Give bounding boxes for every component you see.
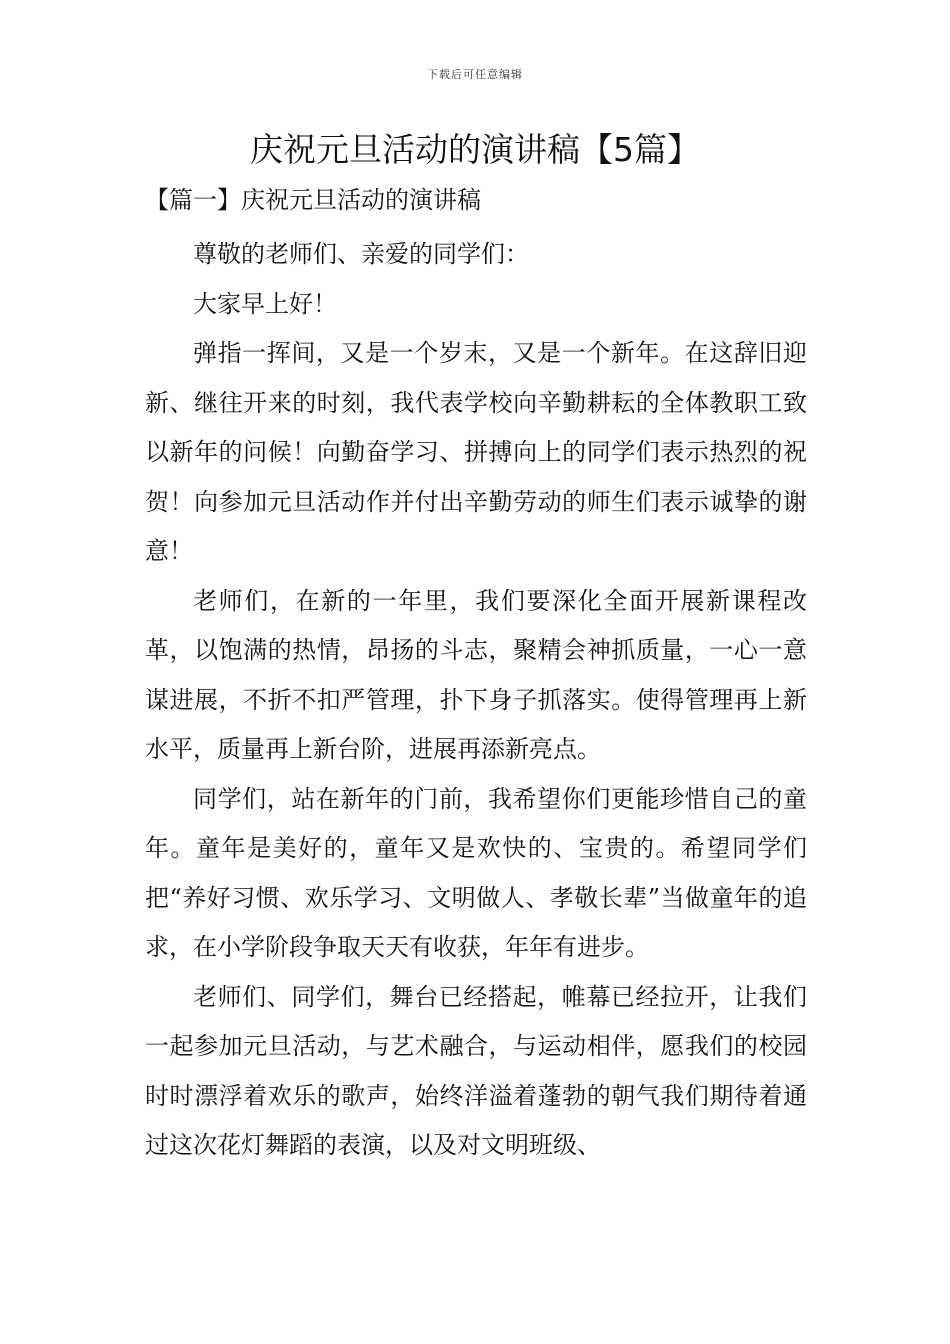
paragraph-salutation: 大家早上好！ bbox=[193, 289, 337, 318]
header-note: 下载后可任意编辑 bbox=[427, 68, 523, 81]
paragraph: 弹指一挥间，又是一个岁末，又是一个新年。在这辞旧迎新、继往开来的时刻，我代表学校向辛勤耕耘的全体教职工致以新年的问候！向勤奋学习、拼搏向上的同学们表示热烈的祝贺！向参加元旦活动作并付出辛勤劳动的师生们表示诚挚的谢意！ bbox=[145, 339, 807, 565]
paragraph: 老师们、同学们，舞台已经搭起，帷幕已经拉开，让我们一起参加元旦活动，与艺术融合，与运动相伴，愿我们的校园时时漂浮着欢乐的歌声，始终洋溢着蓬勃的朝气我们期待着通过这次花灯舞蹈的表演，以及对文明班级、 bbox=[145, 982, 807, 1159]
section-heading: 【篇一】庆祝元旦活动的演讲稿 bbox=[145, 186, 481, 214]
paragraph: 老师们，在新的一年里，我们要深化全面开展新课程改革，以饱满的热情，昂扬的斗志，聚精会神抓质量，一心一意谋进展，不折不扣严管理，扑下身子抓落实。使得管理再上新水平，质量再上新台阶，进展再添新亮点。 bbox=[145, 586, 807, 763]
document-title: 庆祝元旦活动的演讲稿【5篇】 bbox=[250, 130, 700, 169]
body-text bbox=[145, 230, 807, 1171]
paragraph: 同学们，站在新年的门前，我希望你们更能珍惜自己的童年。童年是美好的，童年又是欢快的、宝贵的。希望同学们把“养好习惯、欢乐学习、文明做人、孝敬长辈”当做童年的追求，在小学阶段争取天天有收获，年年有进步。 bbox=[145, 784, 807, 961]
paragraph-greeting: 尊敬的老师们、亲爱的同学们： bbox=[193, 240, 529, 268]
